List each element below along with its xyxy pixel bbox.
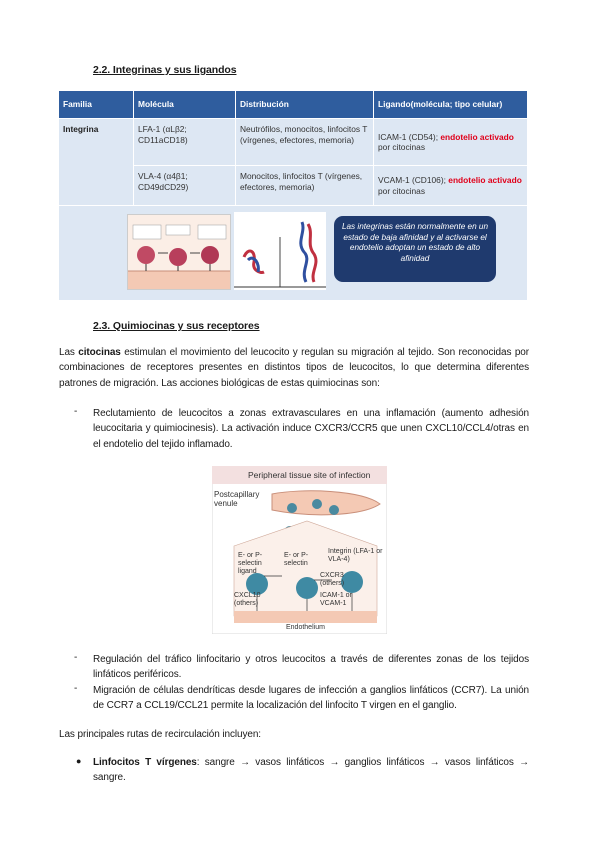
column-header: Molécula [134, 91, 236, 119]
chemokine-diagram [212, 466, 387, 634]
table-cell-ligand [374, 166, 528, 206]
intro-paragraph [59, 345, 529, 391]
diagram-label-integrin: Integrin (LFA-1 or VLA-4) [328, 548, 383, 563]
table-figure-row [59, 206, 528, 301]
ligand-text: por citocinas [378, 185, 426, 196]
route-item-text: : sangre → vasos linfáticos → ganglios linfáticos → vasos linfáticos → sangre. [93, 757, 529, 784]
bullet-text: Regulación del tráfico linfocitario y otros leucocitos a través de diferentes zonas de los tejidos linfáticos periféricos. [93, 654, 529, 681]
intro-bold: citocinas [78, 347, 121, 358]
diagram-title: Peripheral tissue site of infection [248, 470, 371, 480]
route-item [93, 755, 529, 786]
diagram-label-cxcr3: CXCR3 (others) [320, 572, 345, 587]
integrin-activation-figure [127, 214, 231, 290]
integrins-table [59, 91, 528, 300]
diagram-label-selectin-ligand: E- or P-selectin ligand [238, 552, 263, 575]
ligand-highlight: endotelio activado [440, 131, 514, 142]
bullet-dash: - [74, 652, 78, 663]
diagram-label-venule: Postcapillary venule [214, 490, 260, 508]
diagram-label-selectin: E- or P-selectin [284, 552, 309, 567]
table-row [59, 119, 528, 166]
column-header: Familia [59, 91, 134, 119]
table-cell-family: Integrina [59, 119, 134, 206]
diagram-label-cxcl10: CXCL10 (others) [234, 592, 261, 607]
table-header-row [59, 91, 528, 119]
table-cell-ligand [374, 119, 528, 166]
integrin-structure-figure [234, 212, 326, 290]
route-item-bold: Linfocitos T vírgenes [93, 757, 197, 768]
bullet-text: Reclutamiento de leucocitos a zonas extravasculares en una inflamación (aumento adhesión leucocitaria y quimiocinesis). La activación induce CXCR3/CCR5 que unen CXCL10/CCL4/otras en el endotelio del tejido inflamado. [93, 408, 529, 450]
ligand-highlight: endotelio activado [448, 175, 522, 185]
diagram-label-endothelium: Endothelium [286, 624, 325, 631]
section-heading-integrins: 2.2. Integrinas y sus ligandos [93, 64, 237, 76]
bullet-text: Migración de células dendríticas desde lugares de infección a ganglios linfáticos (CCR7). La unión de CCR7 a CCL19/CCL21 permite la localización del linfocito T virgen en el ganglio. [93, 685, 529, 712]
ligand-text: ICAM-1 (CD54); [378, 131, 441, 142]
intro-text: estimulan el movimiento del leucocito y regulan su migración al tejido. Son reconocidas por combinaciones de receptores presentes en distintos tipos de leucocitos, lo que determina diferentes patrones de migración. Las acciones biológicas de estas quimiocinas son: [59, 347, 529, 389]
table-figure-cell [59, 206, 528, 301]
table-cell-molecule: VLA-4 (α4β1; CD49dCD29) [134, 166, 236, 206]
ligand-text: por citocinas [378, 142, 426, 152]
column-header: Distribución [236, 91, 374, 119]
routes-paragraph: Las principales rutas de recirculación incluyen: [59, 729, 261, 740]
ligand-text: VCAM-1 (CD106); [378, 175, 449, 185]
table-cell-distribution: Neutrófilos, monocitos, linfocitos T (vírgenes, efectores, memoria) [236, 119, 374, 166]
table-cell-molecule: LFA-1 (αLβ2; CD11aCD18) [134, 119, 236, 166]
intro-text: Las [59, 347, 79, 358]
table-cell-distribution: Monocitos, linfocitos T (vírgenes, efectores, memoria) [236, 166, 374, 206]
integrin-affinity-callout: Las integrinas están normalmente en un estado de baja afinidad y al activarse el endotelio adoptan un estado de alto afinidad [334, 216, 496, 282]
bullet-dash: - [74, 683, 78, 694]
diagram-label-icam: ICAM-1 or VCAM-1 [320, 592, 352, 607]
bullet-dash: - [74, 406, 78, 417]
bullet-dot: ● [76, 756, 82, 766]
section-heading-chemokines: 2.3. Quimiocinas y sus receptores [93, 320, 260, 332]
column-header: Ligando(molécula; tipo celular) [374, 91, 528, 119]
